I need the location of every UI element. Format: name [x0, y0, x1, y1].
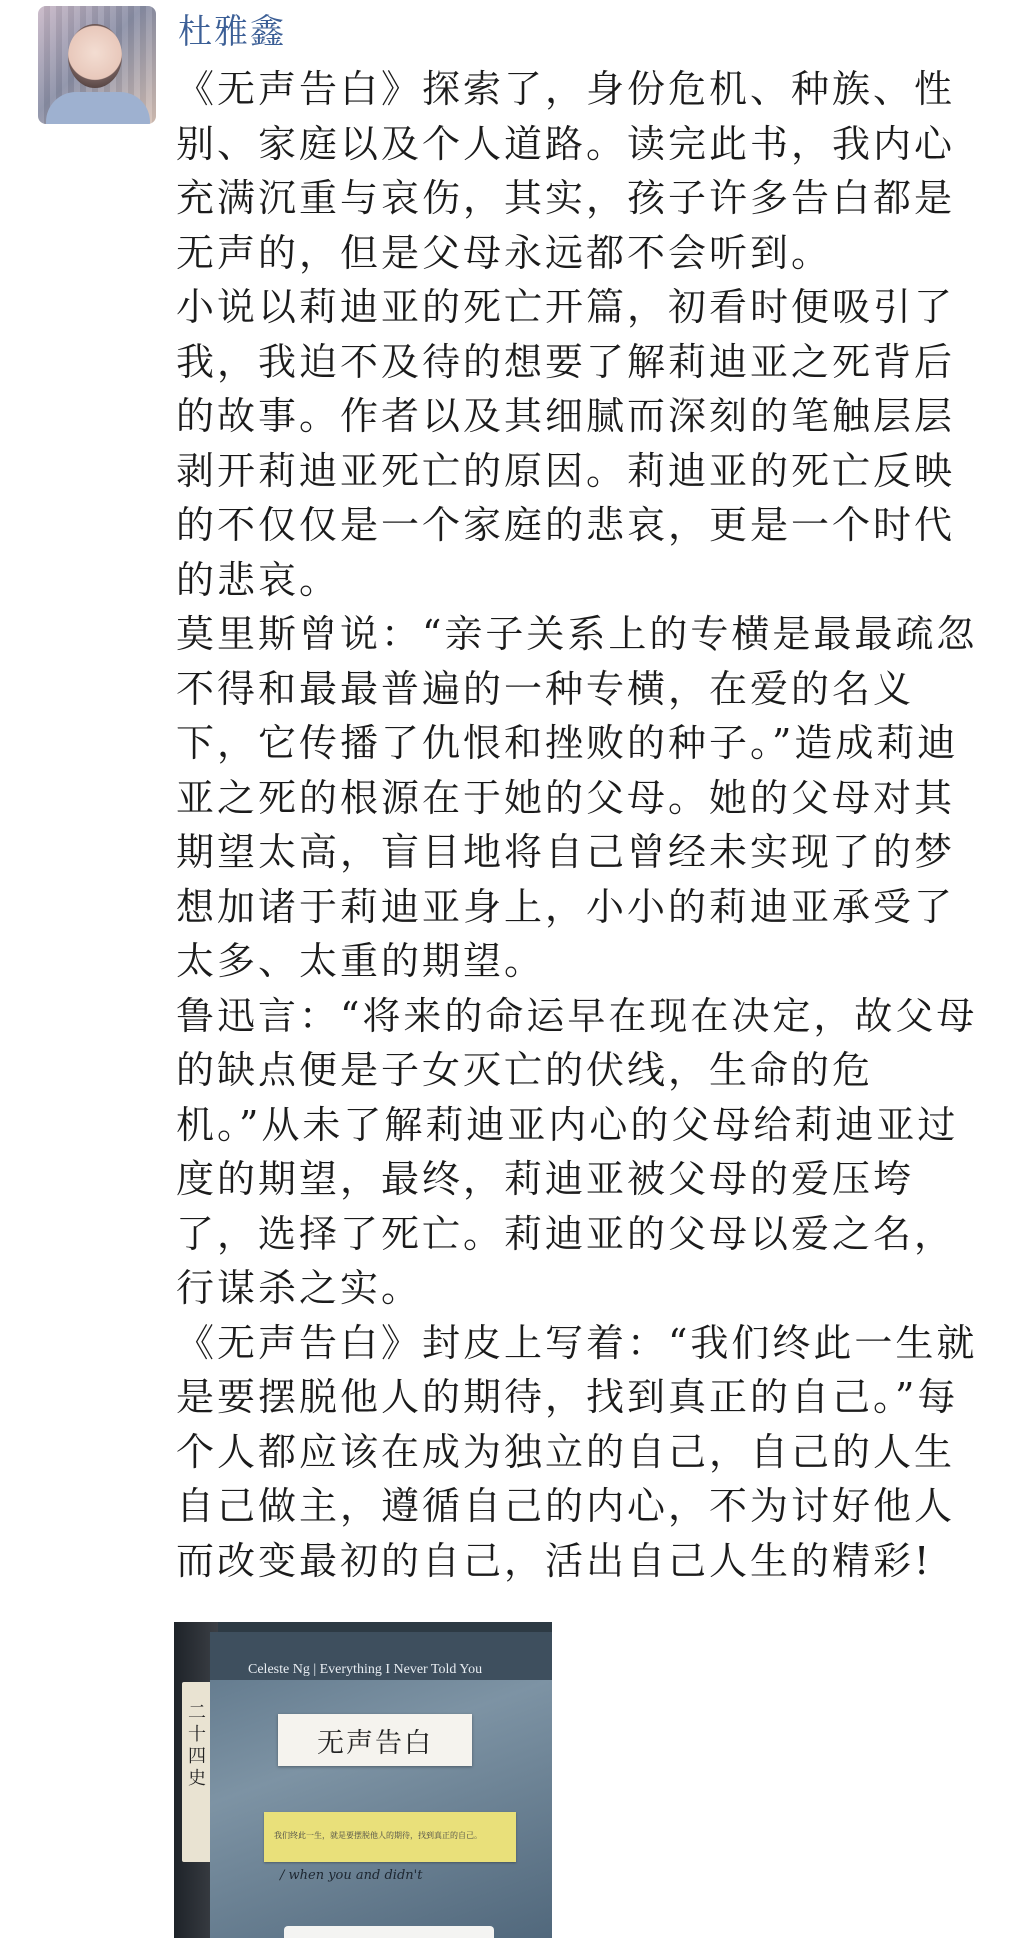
- handwritten-note: / when you and didn't: [280, 1868, 423, 1883]
- book-title-label: 无声告白: [278, 1714, 472, 1766]
- post-paragraph: 莫里斯曾说：“亲子关系上的专横是最最疏忽不得和最最普遍的一种专横，在爱的名义下，它传播了仇恨和挫败的种子。”造成莉迪亚之死的根源在于她的父母。她的父母对其期望太高，盲目地将自己曾经未实现了的梦想加诸于莉迪亚身上，小小的莉迪亚承受了太多、太重的期望。: [176, 612, 978, 983]
- user-avatar[interactable]: [38, 6, 156, 124]
- post-paragraph: 鲁迅言：“将来的命运早在现在决定，故父母的缺点便是子女灭亡的伏线，生命的危机。”从未了解莉迪亚内心的父母给莉迪亚过度的期望，最终，莉迪亚被父母的爱压垮了，选择了死亡。莉迪亚的父母以爱之名，行谋杀之实。: [176, 993, 978, 1310]
- post-photo[interactable]: [174, 1622, 552, 1938]
- avatar-face: [68, 24, 122, 88]
- spine-text: 二十四史: [188, 1702, 206, 1789]
- book-author: Celeste Ng | Everything I Never Told You: [248, 1662, 483, 1677]
- post-text: [176, 62, 988, 1588]
- white-slip: [284, 1926, 494, 1938]
- post-paragraph: 《无声告白》封皮上写着：“我们终此一生就是要摆脱他人的期待，找到真正的自己。”每个人都应该在成为独立的自己，自己的人生自己做主，遵循自己的内心，不为讨好他人而改变最初的自己，活出自己人生的精彩!: [176, 1320, 978, 1583]
- post-paragraph: 小说以莉迪亚的死亡开篇，初看时便吸引了我，我迫不及待的想要了解莉迪亚之死背后的故事。作者以及其细腻而深刻的笔触层层剥开莉迪亚死亡的原因。莉迪亚的死亡反映的不仅仅是一个家庭的悲哀，更是一个时代的悲哀。: [176, 285, 956, 602]
- book-quote-note: 我们终此一生，就是要摆脱他人的期待，找到真正的自己。: [264, 1812, 516, 1862]
- username[interactable]: 杜雅鑫: [178, 12, 286, 52]
- post-paragraph: 《无声告白》探索了，身份危机、种族、性别、家庭以及个人道路。读完此书，我内心充满沉重与哀伤，其实，孩子许多告白都是无声的，但是父母永远都不会听到。: [176, 67, 956, 275]
- avatar-shirt: [46, 92, 150, 124]
- book-cover: [210, 1632, 552, 1938]
